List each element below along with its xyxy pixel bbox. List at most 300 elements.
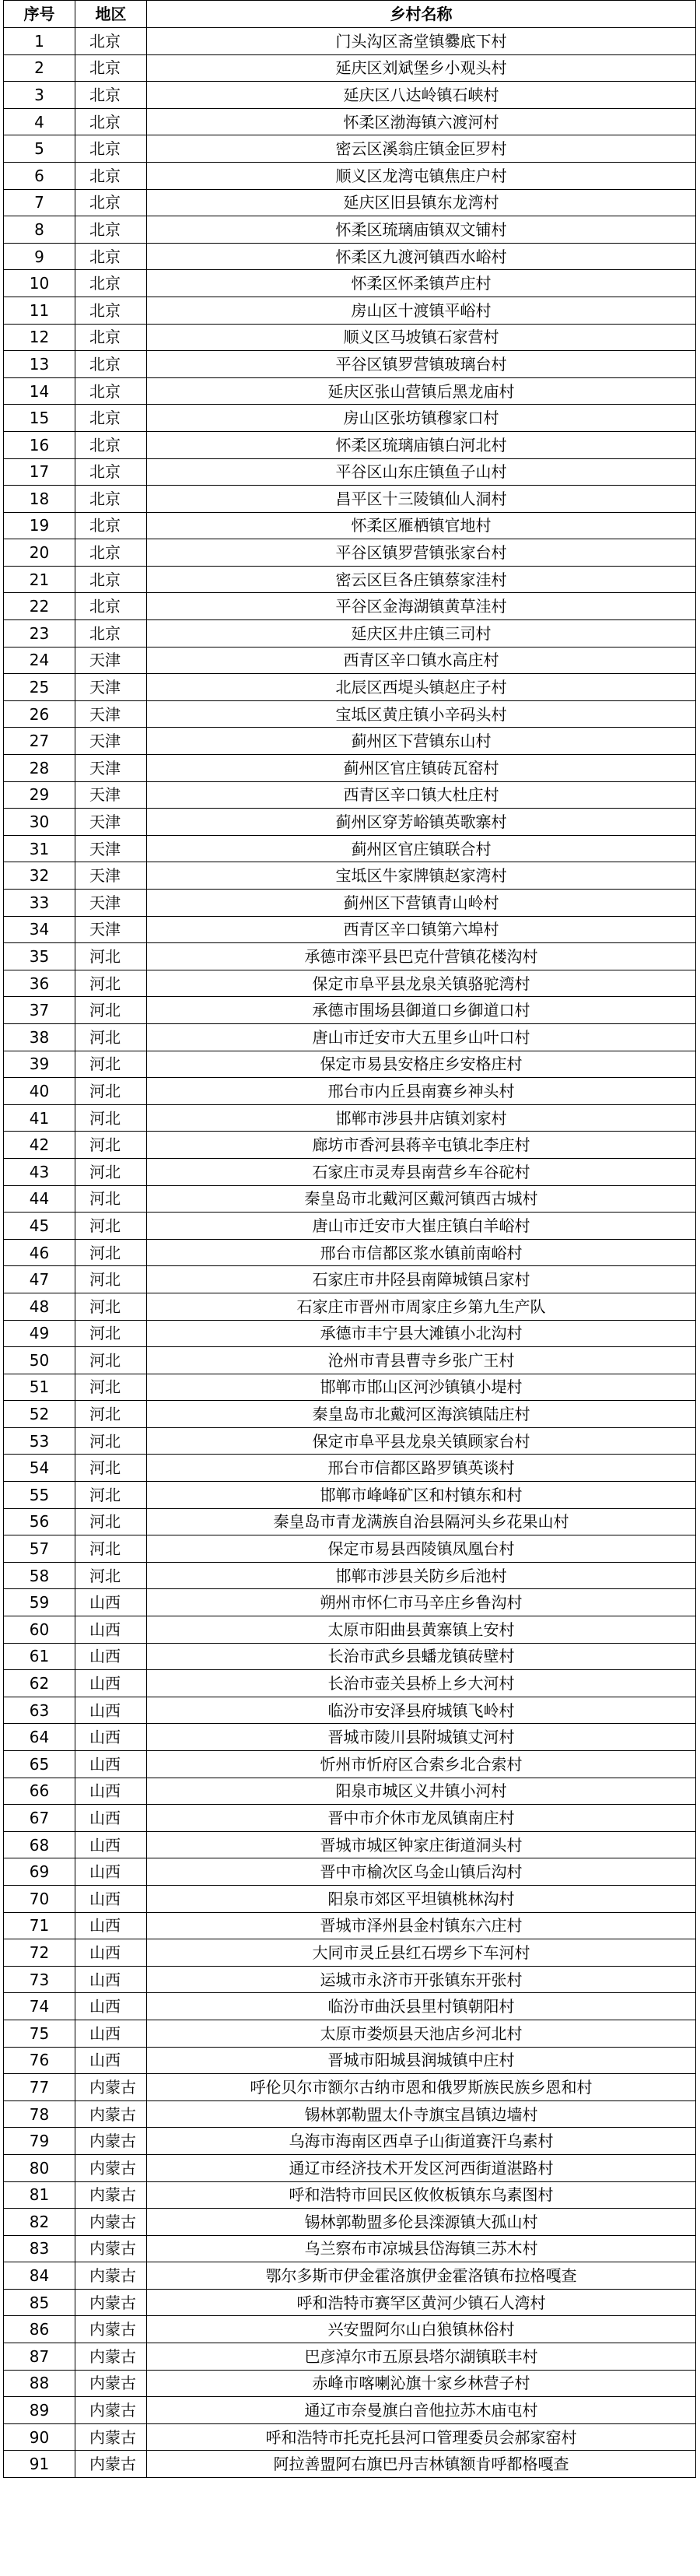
table-row (4, 1158, 696, 1185)
row-index-cell: 70 (4, 1885, 75, 1912)
row-region-cell: 北京 (75, 82, 147, 109)
row-village-name-cell: 怀柔区琉璃庙镇白河北村 (147, 431, 696, 458)
row-village-name-cell: 秦皇岛市北戴河区戴河镇西古城村 (147, 1185, 696, 1213)
table-row (4, 405, 696, 432)
row-index-cell: 52 (4, 1401, 75, 1428)
row-index-cell: 73 (4, 1966, 75, 1993)
table-row (4, 2209, 696, 2236)
table-body (4, 28, 696, 2478)
row-index-cell: 53 (4, 1427, 75, 1455)
row-region-cell: 内蒙古 (75, 2343, 147, 2371)
table-row (4, 2289, 696, 2316)
row-index-cell: 87 (4, 2343, 75, 2371)
table-row (4, 700, 696, 728)
row-village-name-cell: 平谷区镇罗营镇玻璃台村 (147, 351, 696, 378)
row-region-cell: 天津 (75, 781, 147, 809)
row-region-cell: 河北 (75, 1293, 147, 1320)
row-region-cell: 北京 (75, 486, 147, 513)
row-index-cell: 37 (4, 997, 75, 1024)
row-region-cell: 天津 (75, 674, 147, 701)
row-village-name-cell: 西青区辛口镇第六埠村 (147, 916, 696, 943)
row-village-name-cell: 晋中市介休市龙凤镇南庄村 (147, 1805, 696, 1832)
row-village-name-cell: 延庆区张山营镇后黑龙庙村 (147, 377, 696, 405)
row-village-name-cell: 怀柔区琉璃庙镇双文铺村 (147, 216, 696, 244)
table-row (4, 620, 696, 648)
header-index: 序号 (4, 1, 75, 28)
row-region-cell: 内蒙古 (75, 2397, 147, 2424)
table-row (4, 1239, 696, 1266)
row-village-name-cell: 密云区巨各庄镇蔡家洼村 (147, 566, 696, 593)
row-region-cell: 北京 (75, 54, 147, 82)
row-index-cell: 28 (4, 755, 75, 782)
table-row (4, 1939, 696, 1967)
row-region-cell: 河北 (75, 1078, 147, 1105)
row-index-cell: 8 (4, 216, 75, 244)
table-row (4, 135, 696, 163)
row-region-cell: 北京 (75, 431, 147, 458)
table-row (4, 2343, 696, 2371)
row-region-cell: 河北 (75, 1535, 147, 1563)
table-row (4, 835, 696, 862)
row-village-name-cell: 呼伦贝尔市额尔古纳市恩和俄罗斯族民族乡恩和村 (147, 2074, 696, 2101)
row-region-cell: 河北 (75, 1239, 147, 1266)
row-region-cell: 内蒙古 (75, 2074, 147, 2101)
row-village-name-cell: 顺义区马坡镇石家营村 (147, 324, 696, 351)
row-region-cell: 北京 (75, 458, 147, 486)
row-index-cell: 79 (4, 2128, 75, 2155)
table-row (4, 1885, 696, 1912)
table-row (4, 2181, 696, 2209)
row-index-cell: 56 (4, 1508, 75, 1535)
table-row (4, 1778, 696, 1805)
row-village-name-cell: 秦皇岛市北戴河区海滨镇陆庄村 (147, 1401, 696, 1428)
row-region-cell: 河北 (75, 1320, 147, 1347)
row-region-cell: 河北 (75, 1051, 147, 1078)
table-row (4, 512, 696, 539)
row-village-name-cell: 门头沟区斋堂镇爨底下村 (147, 28, 696, 55)
row-village-name-cell: 邢台市信都区路罗镇英谈村 (147, 1455, 696, 1482)
table-row (4, 943, 696, 970)
table-row (4, 1266, 696, 1293)
row-village-name-cell: 长治市武乡县蟠龙镇砖壁村 (147, 1643, 696, 1670)
row-region-cell: 内蒙古 (75, 2316, 147, 2343)
row-index-cell: 9 (4, 243, 75, 270)
row-index-cell: 47 (4, 1266, 75, 1293)
row-village-name-cell: 晋城市泽州县金村镇东六庄村 (147, 1912, 696, 1939)
row-index-cell: 89 (4, 2397, 75, 2424)
table-row (4, 1508, 696, 1535)
row-index-cell: 74 (4, 1993, 75, 2020)
row-region-cell: 山西 (75, 1805, 147, 1832)
header-region: 地区 (75, 1, 147, 28)
header-village-name: 乡村名称 (147, 1, 696, 28)
table-row (4, 1643, 696, 1670)
row-index-cell: 55 (4, 1482, 75, 1509)
row-index-cell: 50 (4, 1347, 75, 1374)
table-row (4, 1966, 696, 1993)
row-index-cell: 14 (4, 377, 75, 405)
row-village-name-cell: 太原市娄烦县天池店乡河北村 (147, 2020, 696, 2047)
row-index-cell: 72 (4, 1939, 75, 1967)
table-row (4, 593, 696, 620)
row-index-cell: 61 (4, 1643, 75, 1670)
row-index-cell: 66 (4, 1778, 75, 1805)
row-index-cell: 20 (4, 539, 75, 567)
row-village-name-cell: 延庆区八达岭镇石峡村 (147, 82, 696, 109)
row-region-cell: 天津 (75, 700, 147, 728)
row-village-name-cell: 平谷区金海湖镇黄草洼村 (147, 593, 696, 620)
row-region-cell: 河北 (75, 1508, 147, 1535)
row-index-cell: 36 (4, 970, 75, 997)
row-region-cell: 天津 (75, 647, 147, 674)
table-row (4, 862, 696, 890)
row-region-cell: 北京 (75, 297, 147, 324)
table-row (4, 2235, 696, 2262)
row-region-cell: 内蒙古 (75, 2209, 147, 2236)
row-region-cell: 山西 (75, 1643, 147, 1670)
row-region-cell: 山西 (75, 1885, 147, 1912)
table-row (4, 2074, 696, 2101)
table-row (4, 2020, 696, 2047)
row-village-name-cell: 房山区张坊镇穆家口村 (147, 405, 696, 432)
row-region-cell: 内蒙古 (75, 2423, 147, 2451)
table-row (4, 1805, 696, 1832)
row-village-name-cell: 延庆区刘斌堡乡小观头村 (147, 54, 696, 82)
table-row (4, 2154, 696, 2181)
row-index-cell: 40 (4, 1078, 75, 1105)
row-index-cell: 45 (4, 1213, 75, 1240)
row-village-name-cell: 鄂尔多斯市伊金霍洛旗伊金霍洛镇布拉格嘎查 (147, 2262, 696, 2290)
row-index-cell: 18 (4, 486, 75, 513)
row-village-name-cell: 长治市壶关县桥上乡大河村 (147, 1670, 696, 1697)
row-index-cell: 43 (4, 1158, 75, 1185)
row-region-cell: 河北 (75, 1347, 147, 1374)
row-index-cell: 16 (4, 431, 75, 458)
table-row (4, 1535, 696, 1563)
row-index-cell: 39 (4, 1051, 75, 1078)
row-index-cell: 67 (4, 1805, 75, 1832)
row-region-cell: 内蒙古 (75, 2451, 147, 2478)
row-index-cell: 64 (4, 1724, 75, 1751)
table-row (4, 2316, 696, 2343)
row-index-cell: 84 (4, 2262, 75, 2290)
row-village-name-cell: 唐山市迁安市大五里乡山叶口村 (147, 1023, 696, 1051)
row-village-name-cell: 朔州市怀仁市马辛庄乡鲁沟村 (147, 1589, 696, 1616)
row-region-cell: 山西 (75, 1858, 147, 1886)
row-index-cell: 62 (4, 1670, 75, 1697)
row-region-cell: 北京 (75, 593, 147, 620)
row-index-cell: 59 (4, 1589, 75, 1616)
row-region-cell: 天津 (75, 728, 147, 755)
row-region-cell: 北京 (75, 539, 147, 567)
row-index-cell: 12 (4, 324, 75, 351)
row-index-cell: 27 (4, 728, 75, 755)
table-row (4, 1616, 696, 1644)
row-region-cell: 河北 (75, 1213, 147, 1240)
row-village-name-cell: 西青区辛口镇水高庄村 (147, 647, 696, 674)
row-region-cell: 北京 (75, 162, 147, 189)
row-region-cell: 内蒙古 (75, 2128, 147, 2155)
row-village-name-cell: 呼和浩特市赛罕区黄河少镇石人湾村 (147, 2289, 696, 2316)
row-region-cell: 河北 (75, 1455, 147, 1482)
table-row (4, 1051, 696, 1078)
row-index-cell: 4 (4, 108, 75, 135)
row-index-cell: 60 (4, 1616, 75, 1644)
row-village-name-cell: 乌兰察布市凉城县岱海镇三苏木村 (147, 2235, 696, 2262)
table-row (4, 2262, 696, 2290)
table-row (4, 2397, 696, 2424)
row-village-name-cell: 保定市易县西陵镇凤凰台村 (147, 1535, 696, 1563)
table-row (4, 1374, 696, 1401)
row-region-cell: 山西 (75, 1966, 147, 1993)
row-region-cell: 北京 (75, 216, 147, 244)
row-village-name-cell: 北辰区西堤头镇赵庄子村 (147, 674, 696, 701)
row-region-cell: 内蒙古 (75, 2262, 147, 2290)
table-row (4, 890, 696, 917)
table-row (4, 1993, 696, 2020)
row-index-cell: 26 (4, 700, 75, 728)
table-row (4, 1347, 696, 1374)
row-index-cell: 46 (4, 1239, 75, 1266)
row-region-cell: 北京 (75, 351, 147, 378)
row-index-cell: 49 (4, 1320, 75, 1347)
table-row (4, 566, 696, 593)
table-row (4, 351, 696, 378)
row-region-cell: 河北 (75, 1562, 147, 1589)
table-row (4, 458, 696, 486)
row-region-cell: 山西 (75, 2020, 147, 2047)
row-index-cell: 11 (4, 297, 75, 324)
table-row (4, 1023, 696, 1051)
row-index-cell: 48 (4, 1293, 75, 1320)
row-index-cell: 77 (4, 2074, 75, 2101)
table-row (4, 162, 696, 189)
row-village-name-cell: 邢台市信都区浆水镇前南峪村 (147, 1239, 696, 1266)
row-index-cell: 31 (4, 835, 75, 862)
row-region-cell: 北京 (75, 28, 147, 55)
row-village-name-cell: 蓟州区下营镇东山村 (147, 728, 696, 755)
row-region-cell: 河北 (75, 1401, 147, 1428)
row-region-cell: 山西 (75, 1751, 147, 1778)
row-region-cell: 河北 (75, 1266, 147, 1293)
row-village-name-cell: 乌海市海南区西卓子山街道赛汗乌素村 (147, 2128, 696, 2155)
table-row (4, 1482, 696, 1509)
row-region-cell: 河北 (75, 997, 147, 1024)
row-index-cell: 82 (4, 2209, 75, 2236)
row-village-name-cell: 怀柔区渤海镇六渡河村 (147, 108, 696, 135)
row-village-name-cell: 西青区辛口镇大杜庄村 (147, 781, 696, 809)
table-row (4, 970, 696, 997)
row-village-name-cell: 蓟州区穿芳峪镇英歌寨村 (147, 809, 696, 836)
row-index-cell: 33 (4, 890, 75, 917)
table-row (4, 1132, 696, 1159)
row-region-cell: 山西 (75, 1939, 147, 1967)
row-region-cell: 北京 (75, 270, 147, 297)
row-region-cell: 河北 (75, 1374, 147, 1401)
row-index-cell: 22 (4, 593, 75, 620)
row-village-name-cell: 晋中市榆次区乌金山镇后沟村 (147, 1858, 696, 1886)
row-village-name-cell: 阿拉善盟阿右旗巴丹吉林镇额肯呼都格嘎查 (147, 2451, 696, 2478)
table-row (4, 539, 696, 567)
table-row (4, 755, 696, 782)
table-row (4, 1078, 696, 1105)
row-index-cell: 71 (4, 1912, 75, 1939)
row-village-name-cell: 房山区十渡镇平峪村 (147, 297, 696, 324)
row-index-cell: 76 (4, 2047, 75, 2074)
row-region-cell: 内蒙古 (75, 2235, 147, 2262)
row-index-cell: 1 (4, 28, 75, 55)
row-village-name-cell: 阳泉市城区义井镇小河村 (147, 1778, 696, 1805)
row-village-name-cell: 阳泉市郊区平坦镇桃林沟村 (147, 1885, 696, 1912)
row-region-cell: 河北 (75, 1482, 147, 1509)
table-header-row (4, 1, 696, 28)
row-region-cell: 河北 (75, 970, 147, 997)
row-index-cell: 88 (4, 2370, 75, 2397)
row-index-cell: 35 (4, 943, 75, 970)
row-village-name-cell: 石家庄市晋州市周家庄乡第九生产队 (147, 1293, 696, 1320)
row-village-name-cell: 怀柔区九渡河镇西水峪村 (147, 243, 696, 270)
table-row (4, 1697, 696, 1724)
row-village-name-cell: 邯郸市涉县关防乡后池村 (147, 1562, 696, 1589)
row-region-cell: 山西 (75, 1670, 147, 1697)
table-row (4, 270, 696, 297)
row-index-cell: 69 (4, 1858, 75, 1886)
row-village-name-cell: 呼和浩特市回民区攸攸板镇东乌素图村 (147, 2181, 696, 2209)
row-region-cell: 山西 (75, 1697, 147, 1724)
table-row (4, 1185, 696, 1213)
row-village-name-cell: 蓟州区下营镇青山岭村 (147, 890, 696, 917)
row-village-name-cell: 沧州市青县曹寺乡张广王村 (147, 1347, 696, 1374)
row-index-cell: 58 (4, 1562, 75, 1589)
row-region-cell: 山西 (75, 1778, 147, 1805)
row-village-name-cell: 宝坻区黄庄镇小辛码头村 (147, 700, 696, 728)
row-index-cell: 19 (4, 512, 75, 539)
row-village-name-cell: 临汾市安泽县府城镇飞岭村 (147, 1697, 696, 1724)
row-region-cell: 天津 (75, 890, 147, 917)
row-village-name-cell: 延庆区井庄镇三司村 (147, 620, 696, 648)
row-village-name-cell: 晋城市城区钟家庄街道洞头村 (147, 1831, 696, 1858)
row-index-cell: 42 (4, 1132, 75, 1159)
table-row (4, 216, 696, 244)
row-village-name-cell: 蓟州区官庄镇砖瓦窑村 (147, 755, 696, 782)
row-region-cell: 河北 (75, 943, 147, 970)
table-row (4, 916, 696, 943)
table-row (4, 82, 696, 109)
table-row (4, 1427, 696, 1455)
row-village-name-cell: 宝坻区牛家牌镇赵家湾村 (147, 862, 696, 890)
row-village-name-cell: 锡林郭勒盟多伦县滦源镇大孤山村 (147, 2209, 696, 2236)
row-village-name-cell: 兴安盟阿尔山白狼镇林俗村 (147, 2316, 696, 2343)
row-village-name-cell: 邯郸市峰峰矿区和村镇东和村 (147, 1482, 696, 1509)
row-village-name-cell: 唐山市迁安市大崔庄镇白羊峪村 (147, 1213, 696, 1240)
table-row (4, 243, 696, 270)
table-row (4, 2451, 696, 2478)
row-village-name-cell: 承德市围场县御道口乡御道口村 (147, 997, 696, 1024)
row-region-cell: 山西 (75, 1831, 147, 1858)
row-village-name-cell: 大同市灵丘县红石塄乡下车河村 (147, 1939, 696, 1967)
row-village-name-cell: 通辽市经济技术开发区河西街道湛路村 (147, 2154, 696, 2181)
row-region-cell: 山西 (75, 2047, 147, 2074)
row-index-cell: 17 (4, 458, 75, 486)
table-row (4, 108, 696, 135)
table-row (4, 674, 696, 701)
row-village-name-cell: 平谷区山东庄镇鱼子山村 (147, 458, 696, 486)
row-region-cell: 山西 (75, 1724, 147, 1751)
table-row (4, 2370, 696, 2397)
table-row (4, 324, 696, 351)
row-index-cell: 3 (4, 82, 75, 109)
table-row (4, 1589, 696, 1616)
row-region-cell: 河北 (75, 1427, 147, 1455)
row-index-cell: 21 (4, 566, 75, 593)
row-index-cell: 63 (4, 1697, 75, 1724)
row-region-cell: 北京 (75, 324, 147, 351)
row-village-name-cell: 延庆区旧县镇东龙湾村 (147, 189, 696, 216)
table-row (4, 997, 696, 1024)
row-village-name-cell: 石家庄市灵寿县南营乡车谷砣村 (147, 1158, 696, 1185)
row-index-cell: 24 (4, 647, 75, 674)
row-index-cell: 90 (4, 2423, 75, 2451)
table-row (4, 1858, 696, 1886)
row-region-cell: 天津 (75, 916, 147, 943)
row-village-name-cell: 石家庄市井陉县南障城镇吕家村 (147, 1266, 696, 1293)
table-row (4, 377, 696, 405)
row-index-cell: 5 (4, 135, 75, 163)
table-row (4, 1320, 696, 1347)
table-row (4, 1912, 696, 1939)
row-index-cell: 65 (4, 1751, 75, 1778)
table-row (4, 1562, 696, 1589)
row-region-cell: 河北 (75, 1158, 147, 1185)
row-region-cell: 山西 (75, 1912, 147, 1939)
row-index-cell: 7 (4, 189, 75, 216)
row-region-cell: 山西 (75, 1993, 147, 2020)
row-index-cell: 23 (4, 620, 75, 648)
row-index-cell: 13 (4, 351, 75, 378)
row-village-name-cell: 保定市阜平县龙泉关镇骆驼湾村 (147, 970, 696, 997)
row-village-name-cell: 昌平区十三陵镇仙人洞村 (147, 486, 696, 513)
row-region-cell: 内蒙古 (75, 2181, 147, 2209)
row-village-name-cell: 邯郸市邯山区河沙镇镇小堤村 (147, 1374, 696, 1401)
row-village-name-cell: 邯郸市涉县井店镇刘家村 (147, 1104, 696, 1132)
row-village-name-cell: 忻州市忻府区合索乡北合索村 (147, 1751, 696, 1778)
row-village-name-cell: 承德市丰宁县大滩镇小北沟村 (147, 1320, 696, 1347)
table-row (4, 1213, 696, 1240)
row-village-name-cell: 邢台市内丘县南赛乡神头村 (147, 1078, 696, 1105)
row-region-cell: 河北 (75, 1185, 147, 1213)
table-row (4, 486, 696, 513)
village-table (3, 0, 696, 2478)
row-region-cell: 河北 (75, 1132, 147, 1159)
row-region-cell: 河北 (75, 1104, 147, 1132)
row-village-name-cell: 巴彦淖尔市五原县塔尔湖镇联丰村 (147, 2343, 696, 2371)
row-village-name-cell: 运城市永济市开张镇东开张村 (147, 1966, 696, 1993)
row-village-name-cell: 顺义区龙湾屯镇焦庄户村 (147, 162, 696, 189)
table-row (4, 1831, 696, 1858)
row-village-name-cell: 通辽市奈曼旗白音他拉苏木庙屯村 (147, 2397, 696, 2424)
row-region-cell: 北京 (75, 377, 147, 405)
row-index-cell: 41 (4, 1104, 75, 1132)
row-village-name-cell: 秦皇岛市青龙满族自治县隔河头乡花果山村 (147, 1508, 696, 1535)
row-village-name-cell: 廊坊市香河县蒋辛屯镇北李庄村 (147, 1132, 696, 1159)
row-region-cell: 北京 (75, 135, 147, 163)
row-index-cell: 25 (4, 674, 75, 701)
table-row (4, 1670, 696, 1697)
row-region-cell: 内蒙古 (75, 2154, 147, 2181)
row-region-cell: 河北 (75, 1023, 147, 1051)
row-index-cell: 78 (4, 2100, 75, 2128)
row-index-cell: 44 (4, 1185, 75, 1213)
